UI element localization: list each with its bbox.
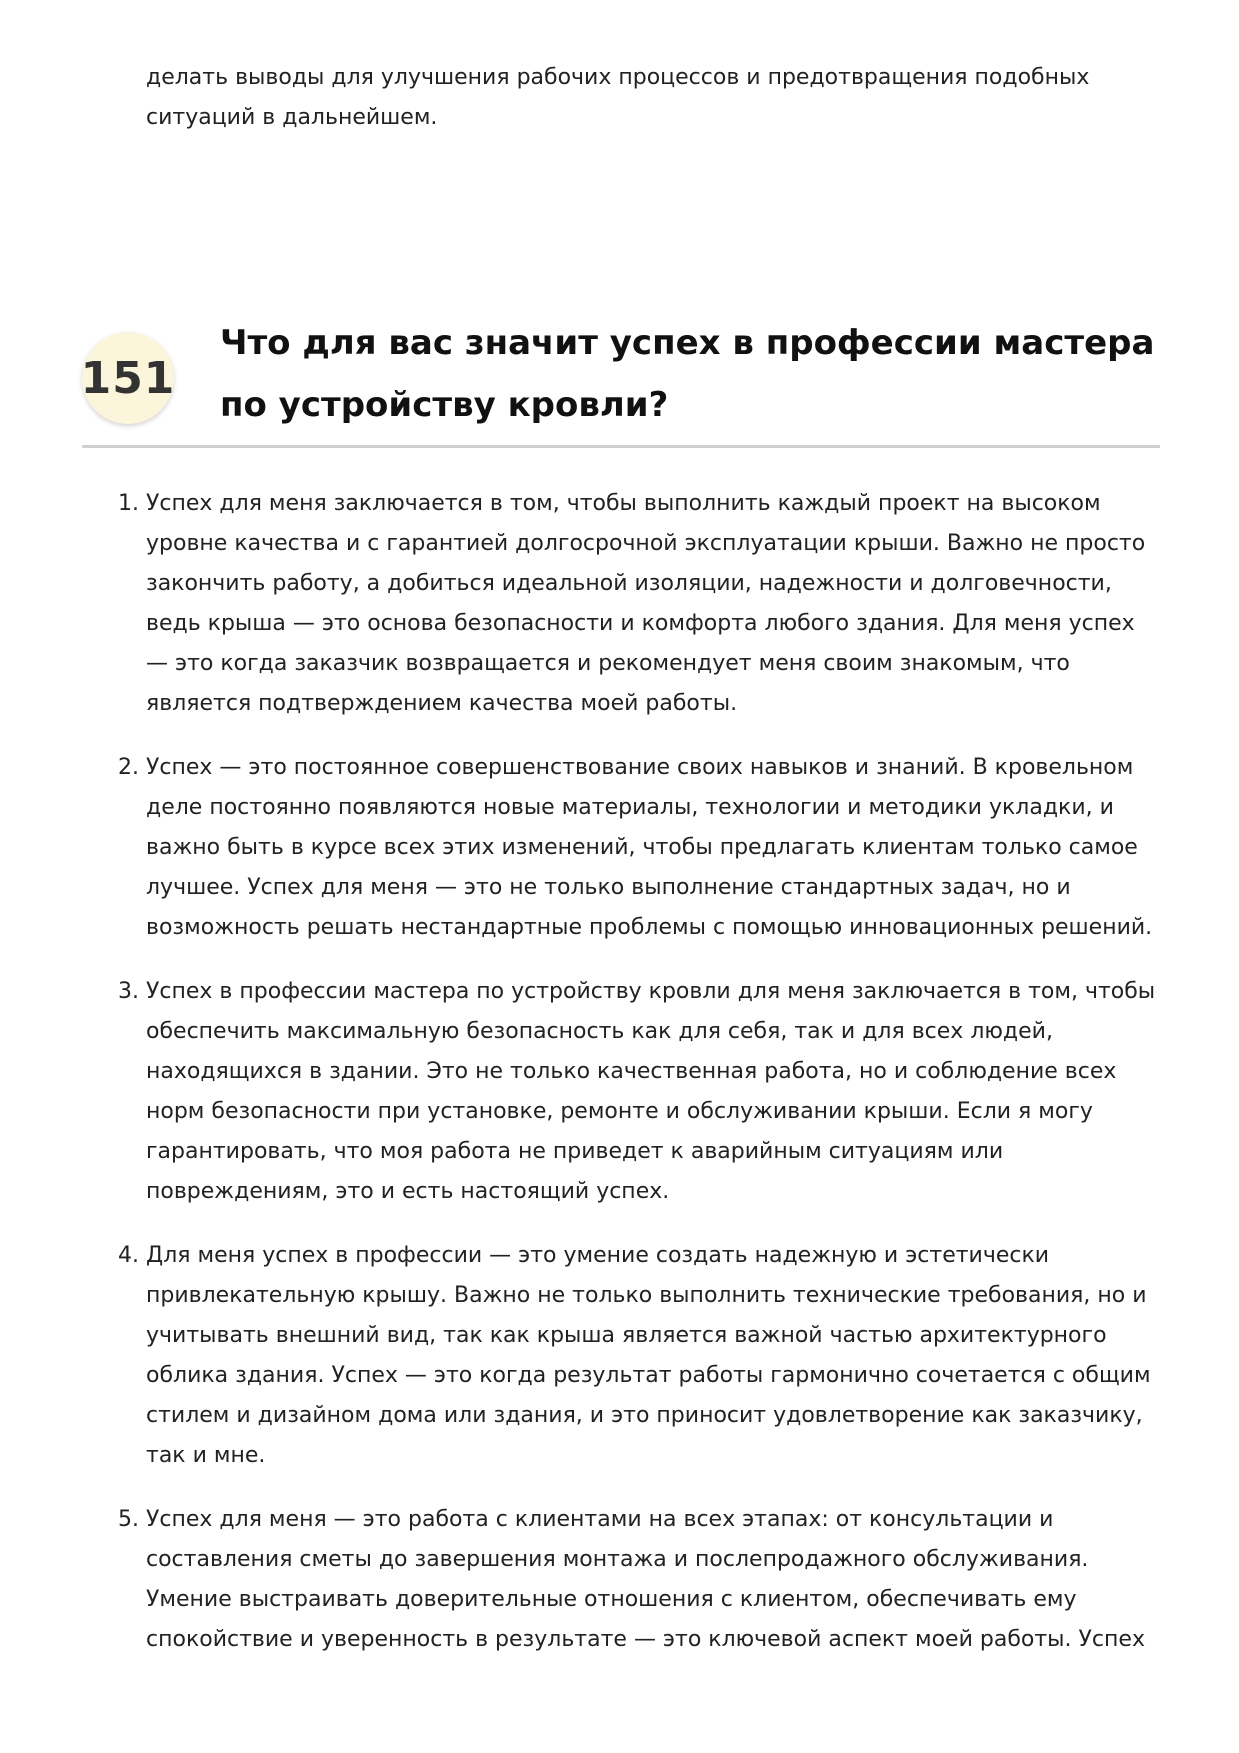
answer-number: 2. xyxy=(118,755,139,780)
answer-text: Успех в профессии мастера по устройству кровли для меня заключается в том, чтобы обеспечить максимальную безопасность как для себя, так и для всех людей, находящихся в здании. Это не только качественная работа, но и соблюдение всех норм безопасности при установке, ремонте и обслуживании крыши. Если я могу гарантировать, что моя работа не приведет к аварийным ситуациям или повреждениям, это и есть настоящий успех. xyxy=(146,979,1156,1204)
answer-number: 4. xyxy=(118,1243,139,1268)
question-header xyxy=(82,312,1160,448)
answer-text: Успех — это постоянное совершенствование своих навыков и знаний. В кровельном деле постоянно появляются новые материалы, технологии и методики укладки, и важно быть в курсе всех этих изменений, чтобы предлагать клиентам только самое лучшее. Успех для меня — это не только выполнение стандартных задач, но и возможность решать нестандартные проблемы с помощью инновационных решений. xyxy=(146,755,1153,940)
answer-text: Для меня успех в профессии — это умение создать надежную и эстетически привлекательную крышу. Важно не только выполнить технические требования, но и учитывать внешний вид, так как крыша является важной частью архитектурного облика здания. Успех — это когда результат работы гармонично сочетается с общим стилем и дизайном дома или здания, и это приносит удовлетворение как заказчику, так и мне. xyxy=(146,1243,1151,1468)
answer-item xyxy=(110,972,1160,1212)
answer-number: 5. xyxy=(118,1507,139,1532)
answer-text: Успех для меня — это работа с клиентами на всех этапах: от консультации и составления сметы до завершения монтажа и послепродажного обслуживания. Умение выстраивать доверительные отношения с клиентом, обеспечивать ему спокойствие и уверенность в результате — это ключевой аспект моей работы. Успех xyxy=(146,1507,1145,1652)
answer-number: 1. xyxy=(118,491,139,516)
question-title: Что для вас значит успех в профессии мастера по устройству кровли? xyxy=(220,323,1155,425)
answer-item xyxy=(110,748,1160,948)
answer-text: Успех для меня заключается в том, чтобы выполнить каждый проект на высоком уровне качества и с гарантией долгосрочной эксплуатации крыши. Важно не просто закончить работу, а добиться идеальной изоляции, надежности и долговечности, ведь крыша — это основа безопасности и комфорта любого здания. Для меня успех — это когда заказчик возвращается и рекомендует меня своим знакомым, что является подтверждением качества моей работы. xyxy=(146,491,1146,716)
answer-list xyxy=(110,484,1160,1684)
question-number-badge: 151 xyxy=(82,332,174,424)
answer-number: 3. xyxy=(118,979,139,1004)
answer-item xyxy=(110,1236,1160,1476)
answer-item xyxy=(110,1500,1160,1660)
answer-item xyxy=(110,484,1160,724)
previous-paragraph-continuation: делать выводы для улучшения рабочих процессов и предотвращения подобных ситуаций в дальнейшем. xyxy=(146,65,1090,130)
